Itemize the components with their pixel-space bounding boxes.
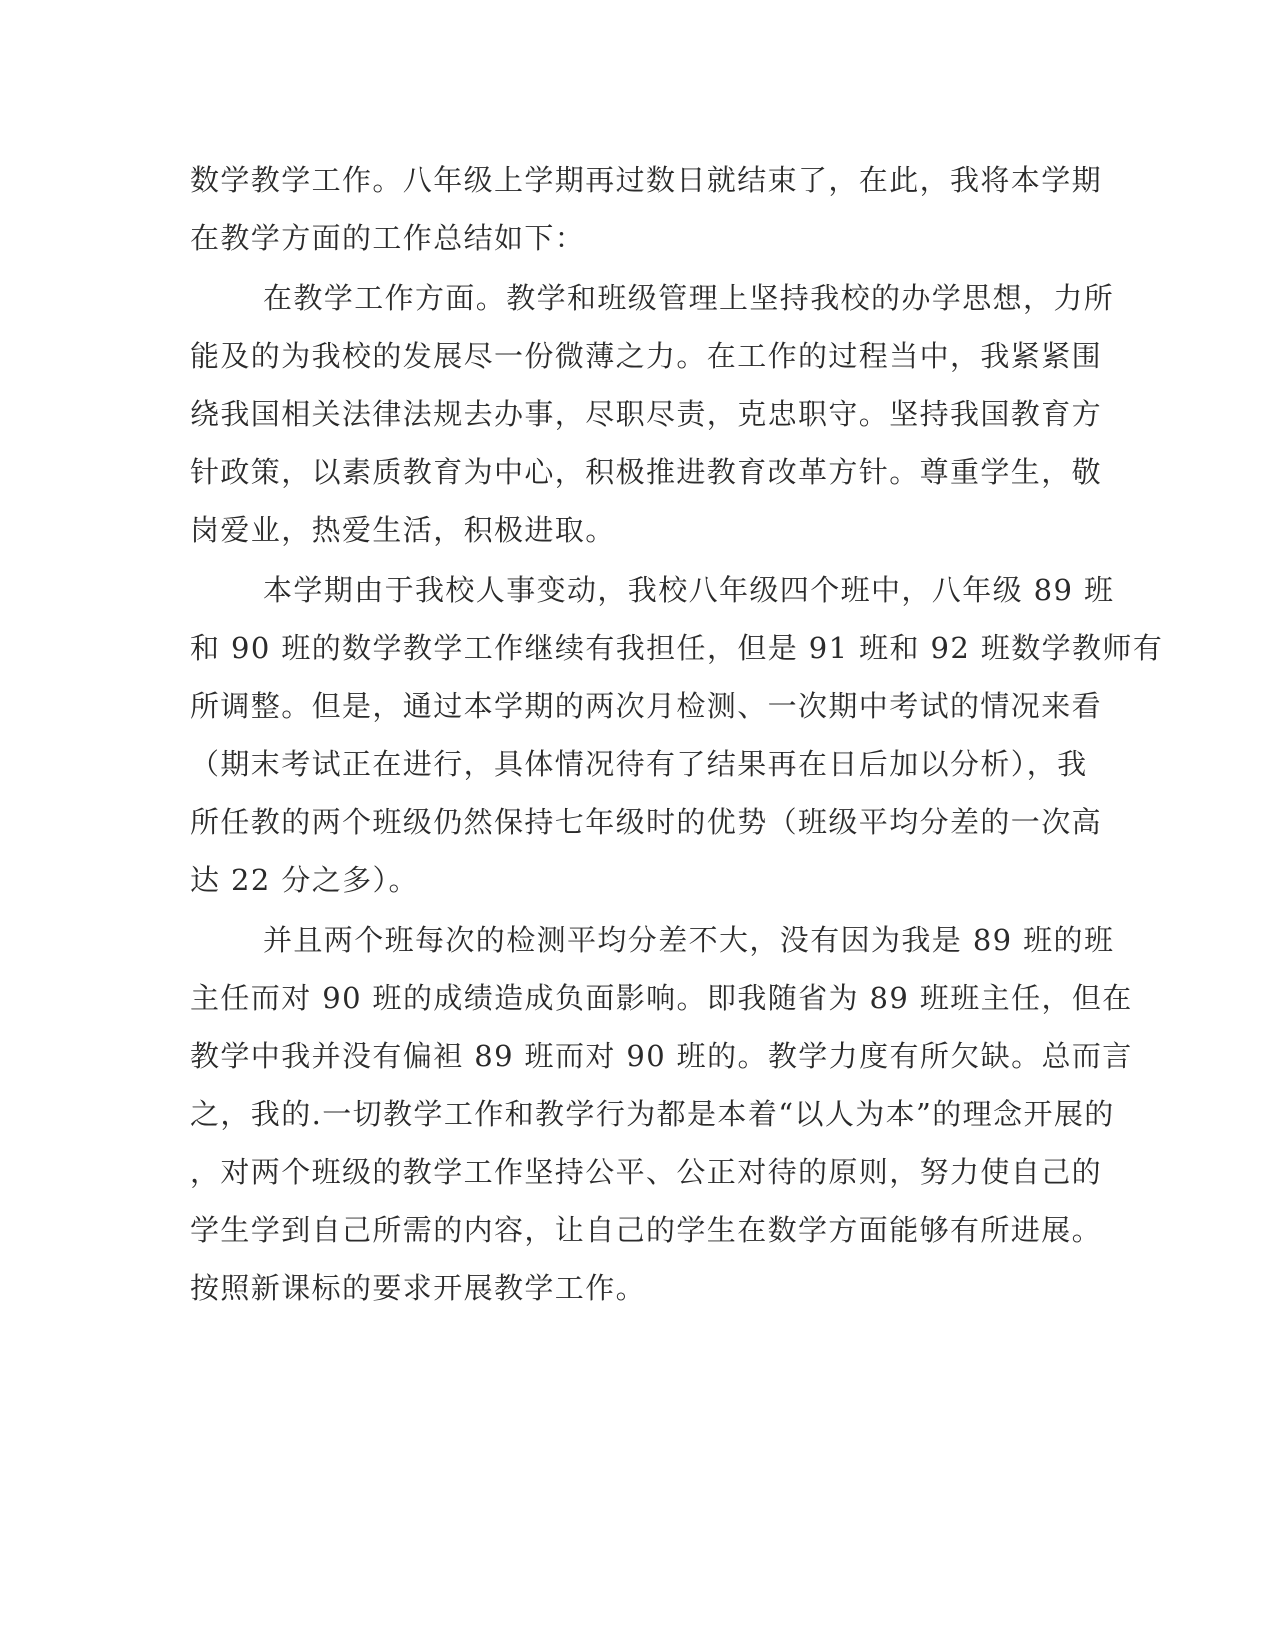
- paragraph-line: 按照新课标的要求开展教学工作。: [190, 1271, 647, 1305]
- paragraph-line: 并且两个班每次的检测平均分差不大，没有因为我是 89 班的班: [263, 923, 1115, 957]
- paragraph-line: 达 22 分之多）。: [190, 863, 419, 897]
- paragraph-line: ，对两个班级的教学工作坚持公平、公正对待的原则，努力使自己的: [190, 1155, 1103, 1189]
- paragraph-line: 数学教学工作。八年级上学期再过数日就结束了，在此，我将本学期: [190, 163, 1103, 197]
- paragraph-line: 教学中我并没有偏袒 89 班而对 90 班的。教学力度有所欠缺。总而言: [190, 1039, 1133, 1073]
- paragraph-line: 学生学到自己所需的内容，让自己的学生在数学方面能够有所进展。: [190, 1213, 1103, 1247]
- paragraph-line: 所调整。但是，通过本学期的两次月检测、一次期中考试的情况来看: [190, 689, 1103, 723]
- paragraph-line: 在教学方面的工作总结如下：: [190, 221, 586, 255]
- paragraph-line: 之，我的.一切教学工作和教学行为都是本着“以人为本”的理念开展的: [190, 1097, 1115, 1131]
- paragraph-line: （期末考试正在进行，具体情况待有了结果再在日后加以分析），我: [190, 747, 1088, 781]
- paragraph-line: 绕我国相关法律法规去办事，尽职尽责，克忠职守。坚持我国教育方: [190, 397, 1103, 431]
- paragraph-line: 岗爱业，热爱生活，积极进取。: [190, 513, 616, 547]
- paragraph-line: 针政策，以素质教育为中心，积极推进教育改革方针。尊重学生，敬: [190, 455, 1103, 489]
- paragraph-line: 主任而对 90 班的成绩造成负面影响。即我随省为 89 班班主任，但在: [190, 981, 1133, 1015]
- paragraph-line: 能及的为我校的发展尽一份微薄之力。在工作的过程当中，我紧紧围: [190, 339, 1103, 373]
- paragraph-line: 和 90 班的数学教学工作继续有我担任，但是 91 班和 92 班数学教师有: [190, 631, 1164, 665]
- paragraph-line: 所任教的两个班级仍然保持七年级时的优势（班级平均分差的一次高: [190, 805, 1103, 839]
- paragraph-line: 在教学工作方面。教学和班级管理上坚持我校的办学思想，力所: [263, 281, 1115, 315]
- paragraph-line: 本学期由于我校人事变动，我校八年级四个班中，八年级 89 班: [263, 573, 1115, 607]
